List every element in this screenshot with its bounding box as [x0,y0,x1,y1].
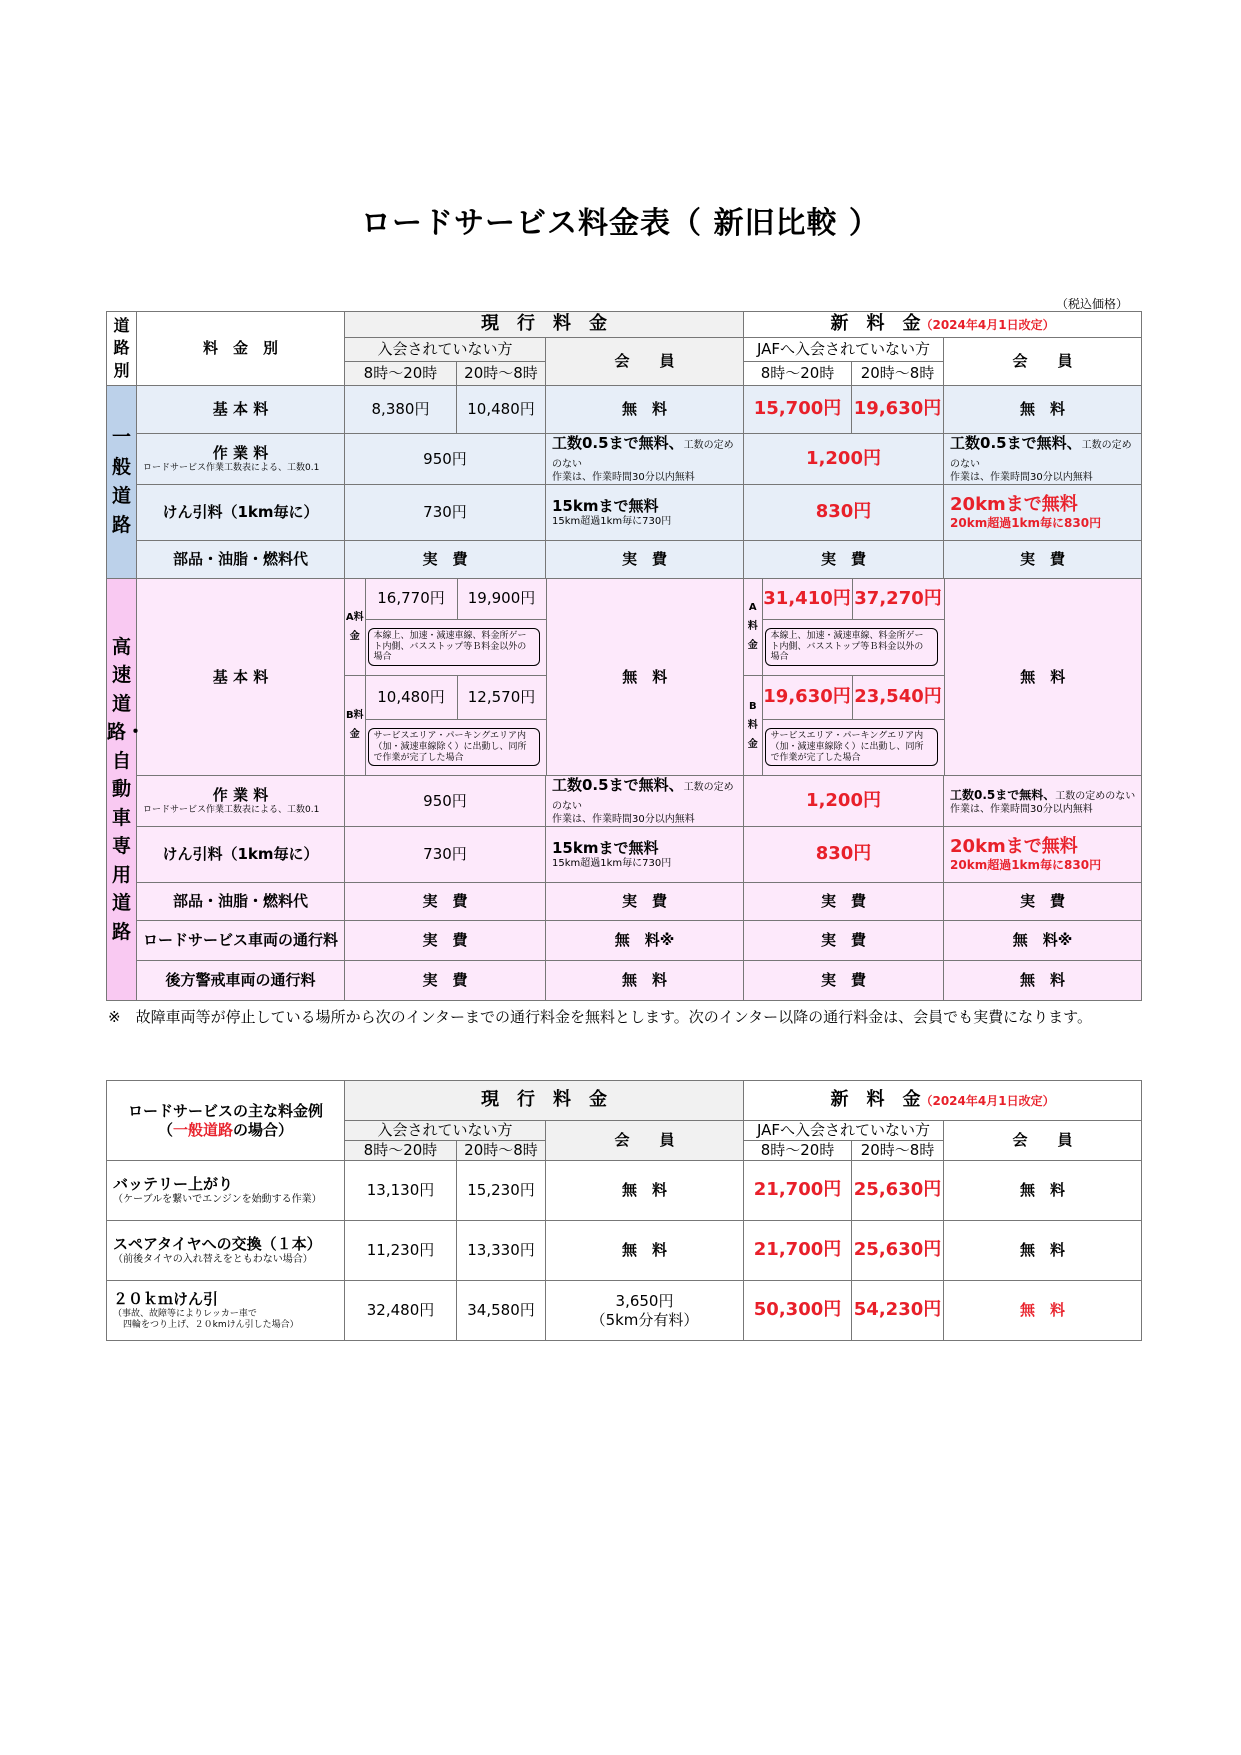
example-desc-b: 四輪をつり上げ、２０kmけん引した場合） [123,1319,299,1330]
example-header-sub-b: の場合） [233,1120,294,1139]
example-header-new-day: 8時～20時 [744,1141,852,1161]
header-fee-type: 料 金 別 [137,312,345,386]
header-new-member: 会 員 [944,338,1142,386]
example-new-night: 25,630円 [852,1221,944,1281]
highway-basic-new-member: 無 料 [944,579,1141,775]
general-basic-new-member: 無 料 [944,386,1142,434]
highway-new-b-night: 23,540円 [852,675,944,719]
general-work-new-member-c: 作業は、作業時間30分以内無料 [950,471,1093,483]
example-new-member: 無 料 [944,1221,1142,1281]
highway-work-member-b: 工数の定めのない [552,782,734,812]
header-new [744,312,1142,338]
highway-a-label: A料金 [345,579,365,675]
general-tow-current: 730円 [345,485,546,541]
highway-parts-new: 実 費 [744,883,944,921]
highway-b-day: 10,480円 [365,675,457,719]
general-basic-member: 無 料 [546,386,744,434]
highway-basic-new [744,579,1142,776]
general-tow-new-member-b: 20km超過1km毎に830円 [950,516,1102,531]
highway-work-new-member-b: 工数の定めのない [1055,791,1136,803]
highway-rear-current: 実 費 [345,961,546,1001]
example-header-nonmember: 入会されていない方 [345,1121,546,1141]
example-header-sub-a: （ [157,1120,173,1139]
highway-tow-member-a: 15kmまで無料 [552,838,659,857]
highway-a-note-cell [365,619,546,675]
highway-parts-current: 実 費 [345,883,546,921]
example-desc: （ケーブルを繋いでエンジンを始動する作業） [113,1193,322,1205]
highway-tow-new-member-b: 20km超過1km毎に830円 [950,858,1102,873]
example-name: ２０ｋｍけん引 [113,1289,219,1308]
general-tow-member-b: 15km超過1km毎に730円 [552,515,672,527]
highway-work-new-member-c: 作業は、作業時間30分以内無料 [950,804,1093,816]
highway-new-a-label: A料金 [744,579,762,675]
general-work-current: 950円 [345,434,546,485]
example-name: スペアタイヤへの交換（１本） [113,1234,322,1253]
highway-basic-current-grid [345,579,743,775]
general-work-member-c: 作業は、作業時間30分以内無料 [552,471,695,483]
example-day: 11,230円 [345,1221,457,1281]
example-new-day: 21,700円 [744,1221,852,1281]
highway-b-note: サービスエリア・パーキングエリア内（加・減速車線除く）に出動し、同所で作業が完了した場合 [368,728,540,766]
general-tow-new: 830円 [744,485,944,541]
general-tow-member-a: 15kmまで無料 [552,496,659,515]
example-header-sub-red: 一般道路 [172,1120,233,1139]
footnote: ※ 故障車両等が停止している場所から次のインターまでの通行料金を無料とします。次のインター以降の通行料金は、会員でも実費になります。 [108,1008,1092,1026]
highway-parts-member: 実 費 [546,883,744,921]
header-night: 20時～8時 [457,362,546,386]
general-tow-member [546,485,744,541]
example-header-night: 20時～8時 [457,1141,546,1161]
general-parts-new: 実 費 [744,541,944,579]
example-header-new-date: （2024年4月1日改定） [920,1094,1055,1109]
highway-parts-label: 部品・油脂・燃料代 [137,883,345,921]
general-tow-new-member-a: 20kmまで無料 [950,493,1078,515]
example-name-cell [107,1281,345,1341]
highway-toll-new-member: 無 料※ [944,921,1142,961]
general-work-new-member-b: 工数の定めのない [950,440,1132,470]
table-row [107,1161,1142,1221]
example-header-current: 現 行 料 金 [345,1081,744,1121]
header-member: 会 員 [546,338,744,386]
highway-new-b-note: サービスエリア・パーキングエリア内（加・減速車線除く）に出動し、同所で作業が完了した場合 [765,728,938,766]
highway-toll-member: 無 料※ [546,921,744,961]
highway-toll-new: 実 費 [744,921,944,961]
general-basic-label: 基 本 料 [137,386,345,434]
highway-work-member [546,776,744,827]
general-work-sub: ロードサービス作業工数表による、工数0.1 [143,462,320,473]
highway-tow-current: 730円 [345,827,546,883]
general-basic-new-day: 15,700円 [744,386,852,434]
header-new-label: 新 料 金 [830,313,921,335]
general-work-member [546,434,744,485]
general-work-member-a: 工数0.5まで無料、 [552,434,684,452]
example-header-new-label: 新 料 金 [830,1089,921,1111]
example-header-new-member: 会 員 [944,1121,1142,1161]
example-new-day: 21,700円 [744,1161,852,1221]
example-new-night: 54,230円 [852,1281,944,1341]
example-header-title: ロードサービスの主な料金例 [127,1101,323,1120]
header-new-day: 8時～20時 [744,362,852,386]
general-work-member-b: 工数の定めのない [552,440,734,470]
highway-work-sub: ロードサービス作業工数表による、工数0.1 [143,804,320,815]
header-new-date: （2024年4月1日改定） [920,318,1055,333]
example-night: 15,230円 [457,1161,546,1221]
example-header-new-night: 20時～8時 [852,1141,944,1161]
highway-a-note: 本線上、加速・減速車線、料金所ゲート内側、バスストップ等Ｂ料金以外の場合 [368,628,540,666]
highway-work-new: 1,200円 [744,776,944,827]
example-header-new [744,1081,1142,1121]
example-new-member: 無 料 [944,1281,1142,1341]
example-desc: （前後タイヤの入れ替えをともわない場合） [113,1253,313,1265]
highway-tow-member-b: 15km超過1km毎に730円 [552,857,672,869]
general-basic-new-night: 19,630円 [852,386,944,434]
example-member: 無 料 [546,1221,744,1281]
general-work-new-member-a: 工数0.5まで無料、 [950,434,1082,452]
general-work-new-member [944,434,1142,485]
fee-comparison-table [106,311,1142,1001]
highway-new-a-night: 37,270円 [852,579,944,619]
highway-b-night: 12,570円 [457,675,546,719]
highway-toll-current: 実 費 [345,921,546,961]
table-row [107,1281,1142,1341]
highway-basic-new-grid [744,579,1141,775]
highway-rear-label: 後方警戒車両の通行料 [137,961,345,1001]
highway-rear-member: 無 料 [546,961,744,1001]
highway-tow-new-member-a: 20kmまで無料 [950,835,1078,857]
general-parts-member: 実 費 [546,541,744,579]
example-name-cell [107,1221,345,1281]
example-new-day: 50,300円 [744,1281,852,1341]
highway-a-night: 19,900円 [457,579,546,619]
highway-new-b-note-cell [762,719,944,775]
general-parts-label: 部品・油脂・燃料代 [137,541,345,579]
category-highway: 高速道路・自動車専用道路 [107,579,137,1001]
general-work-label: 作 業 料 [212,444,269,462]
highway-new-b-day: 19,630円 [762,675,852,719]
highway-work-current: 950円 [345,776,546,827]
highway-parts-new-member: 実 費 [944,883,1142,921]
category-general-road: 一般道路 [107,386,137,579]
example-header-day: 8時～20時 [345,1141,457,1161]
example-new-member: 無 料 [944,1161,1142,1221]
example-member: 無 料 [546,1161,744,1221]
header-jaf-nonmember: JAFへ入会されていない方 [744,338,944,362]
example-member-cell [546,1281,744,1341]
general-parts-current: 実 費 [345,541,546,579]
general-work-label-cell [137,434,345,485]
general-work-new: 1,200円 [744,434,944,485]
page-title: ロードサービス料金表（ 新旧比較 ） [361,206,880,241]
general-basic-day: 8,380円 [345,386,457,434]
highway-tow-new-member [944,827,1142,883]
highway-tow-label: けん引料（1km毎に） [137,827,345,883]
highway-tow-new: 830円 [744,827,944,883]
header-new-night: 20時～8時 [852,362,944,386]
highway-b-label: B料金 [345,675,365,775]
highway-work-new-member-a: 工数0.5まで無料、 [950,788,1056,803]
tax-note: （税込価格） [1056,297,1129,311]
highway-toll-label: ロードサービス車両の通行料 [137,921,345,961]
example-new-night: 25,630円 [852,1161,944,1221]
example-header-member: 会 員 [546,1121,744,1161]
general-basic-night: 10,480円 [457,386,546,434]
table-row [107,1221,1142,1281]
example-day: 13,130円 [345,1161,457,1221]
highway-new-a-note: 本線上、加速・減速車線、料金所ゲート内側、バスストップ等Ｂ料金以外の場合 [765,628,938,666]
highway-a-day: 16,770円 [365,579,457,619]
highway-basic-member: 無 料 [546,579,743,775]
example-name-cell [107,1161,345,1221]
highway-work-label-cell [137,776,345,827]
general-tow-new-member [944,485,1142,541]
general-tow-label: けん引料（1km毎に） [137,485,345,541]
example-day: 32,480円 [345,1281,457,1341]
highway-work-label: 作 業 料 [212,786,269,804]
header-current: 現 行 料 金 [345,312,744,338]
highway-new-b-label: B料金 [744,675,762,775]
example-night: 34,580円 [457,1281,546,1341]
example-desc-a: （事故、故障等によりレッカー車で [113,1308,257,1319]
highway-new-a-day: 31,410円 [762,579,852,619]
highway-rear-new-member: 無 料 [944,961,1142,1001]
highway-new-a-note-cell [762,619,944,675]
example-fee-table [106,1080,1142,1341]
header-road: 道路別 [107,312,137,386]
example-member-a: 3,650円 [615,1291,674,1310]
highway-b-note-cell [365,719,546,775]
example-member-b: （5km分有料） [590,1310,699,1329]
highway-work-member-c: 作業は、作業時間30分以内無料 [552,813,695,825]
highway-tow-member [546,827,744,883]
highway-rear-new: 実 費 [744,961,944,1001]
example-header-cell [107,1081,345,1161]
general-parts-new-member: 実 費 [944,541,1142,579]
highway-basic-current [345,579,744,776]
highway-work-member-a: 工数0.5まで無料、 [552,776,684,794]
example-header-jaf-nonmember: JAFへ入会されていない方 [744,1121,944,1141]
example-name: バッテリー上がり [113,1174,234,1193]
example-night: 13,330円 [457,1221,546,1281]
header-day: 8時～20時 [345,362,457,386]
highway-work-new-member [944,776,1142,827]
highway-basic-label: 基 本 料 [137,579,345,776]
header-nonmember: 入会されていない方 [345,338,546,362]
